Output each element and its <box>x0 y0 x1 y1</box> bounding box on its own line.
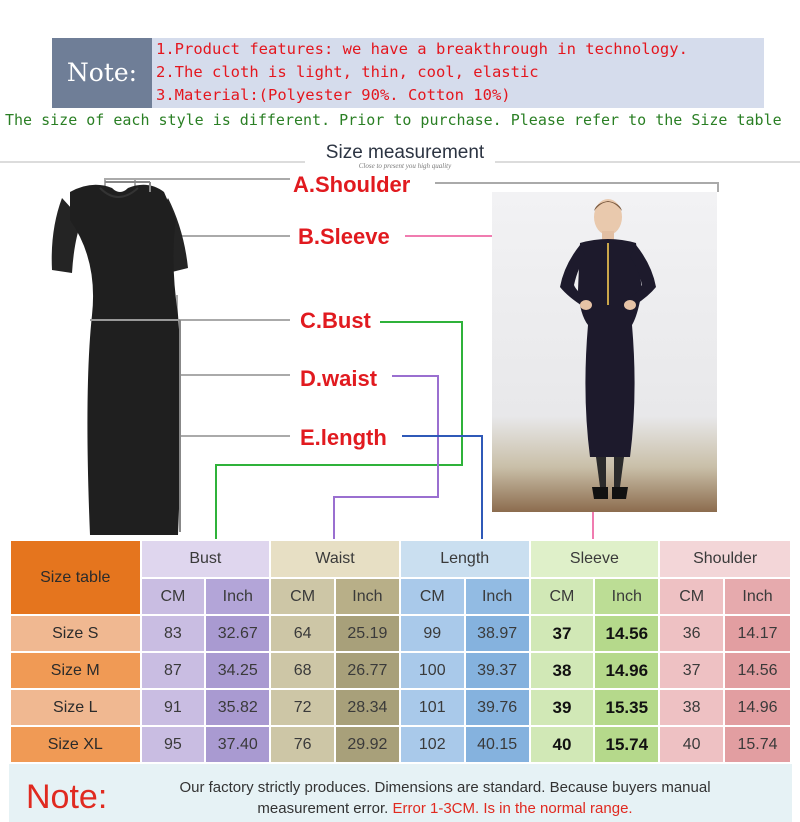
table-cell: 64 <box>270 615 335 652</box>
label-waist: D.waist <box>300 366 378 391</box>
table-cell: 14.17 <box>724 615 791 652</box>
note-line-material: 3.Material:(Polyester 90%. Cotton 10%) <box>156 86 511 104</box>
unit-sleeve-cm: CM <box>530 578 595 615</box>
unit-shoulder-inch: Inch <box>724 578 791 615</box>
measurement-title: Size measurement <box>325 142 485 163</box>
note-tag: Note: <box>52 38 152 108</box>
unit-waist-cm: CM <box>270 578 335 615</box>
header-length: Length <box>400 540 530 578</box>
note-line-features: 1.Product features: we have a breakthrough in technology. <box>156 40 688 58</box>
table-cell: 38.97 <box>465 615 530 652</box>
header-bust: Bust <box>141 540 271 578</box>
unit-length-inch: Inch <box>465 578 530 615</box>
unit-shoulder-cm: CM <box>659 578 724 615</box>
table-cell: 35.82 <box>205 689 270 726</box>
table-cell: 37.40 <box>205 726 270 763</box>
label-shoulder: A.Shoulder <box>293 172 411 197</box>
bottom-note-tag: Note: <box>26 778 108 816</box>
table-cell: 40 <box>530 726 595 763</box>
unit-length-cm: CM <box>400 578 465 615</box>
size-notice: The size of each style is different. Prior to purchase. Please refer to the Size table <box>5 111 782 129</box>
unit-sleeve-inch: Inch <box>594 578 659 615</box>
table-row <box>10 615 791 652</box>
model-figure <box>520 195 690 505</box>
table-cell: 39 <box>530 689 595 726</box>
table-cell: 29.92 <box>335 726 400 763</box>
table-cell: 14.56 <box>724 652 791 689</box>
table-cell: 38 <box>530 652 595 689</box>
table-cell: 101 <box>400 689 465 726</box>
table-cell: 39.76 <box>465 689 530 726</box>
table-cell: 36 <box>659 615 724 652</box>
table-cell: 15.35 <box>594 689 659 726</box>
table-cell: 37 <box>659 652 724 689</box>
dress-illustration <box>0 140 300 540</box>
row-label-s: Size S <box>10 615 141 652</box>
table-cell: 32.67 <box>205 615 270 652</box>
bottom-note-prefix: measurement error. <box>257 800 393 817</box>
label-bust: C.Bust <box>300 308 371 333</box>
table-row <box>10 652 791 689</box>
label-length: E.length <box>300 425 387 450</box>
table-cell: 25.19 <box>335 615 400 652</box>
size-table <box>9 539 792 764</box>
table-cell: 68 <box>270 652 335 689</box>
size-table-corner: Size table <box>10 540 141 615</box>
table-row <box>10 726 791 763</box>
table-cell: 37 <box>530 615 595 652</box>
bottom-note-error: Error 1-3CM. Is in the normal range. <box>392 800 633 817</box>
bottom-note-line-2 <box>140 800 750 817</box>
table-cell: 76 <box>270 726 335 763</box>
table-cell: 15.74 <box>724 726 791 763</box>
row-label-xl: Size XL <box>10 726 141 763</box>
measurement-header <box>310 142 500 170</box>
table-cell: 87 <box>141 652 206 689</box>
measurement-subtitle: Close to present you high quality <box>358 162 452 170</box>
table-cell: 39.37 <box>465 652 530 689</box>
table-cell: 15.74 <box>594 726 659 763</box>
table-cell: 95 <box>141 726 206 763</box>
table-cell: 83 <box>141 615 206 652</box>
table-cell: 14.96 <box>594 652 659 689</box>
table-row <box>10 689 791 726</box>
label-sleeve: B.Sleeve <box>298 224 390 249</box>
table-cell: 100 <box>400 652 465 689</box>
table-cell: 72 <box>270 689 335 726</box>
header-waist: Waist <box>270 540 400 578</box>
table-cell: 102 <box>400 726 465 763</box>
table-cell: 34.25 <box>205 652 270 689</box>
row-label-l: Size L <box>10 689 141 726</box>
table-cell: 14.96 <box>724 689 791 726</box>
table-cell: 38 <box>659 689 724 726</box>
unit-bust-cm: CM <box>141 578 206 615</box>
table-cell: 99 <box>400 615 465 652</box>
bottom-note-line-1: Our factory strictly produces. Dimensions are standard. Because buyers manual <box>179 779 711 796</box>
row-label-m: Size M <box>10 652 141 689</box>
table-cell: 40 <box>659 726 724 763</box>
unit-bust-inch: Inch <box>205 578 270 615</box>
header-sleeve: Sleeve <box>530 540 660 578</box>
table-cell: 26.77 <box>335 652 400 689</box>
unit-waist-inch: Inch <box>335 578 400 615</box>
table-cell: 28.34 <box>335 689 400 726</box>
table-cell: 91 <box>141 689 206 726</box>
header-shoulder: Shoulder <box>659 540 791 578</box>
table-cell: 14.56 <box>594 615 659 652</box>
table-cell: 40.15 <box>465 726 530 763</box>
note-line-cloth: 2.The cloth is light, thin, cool, elastic <box>156 63 539 81</box>
